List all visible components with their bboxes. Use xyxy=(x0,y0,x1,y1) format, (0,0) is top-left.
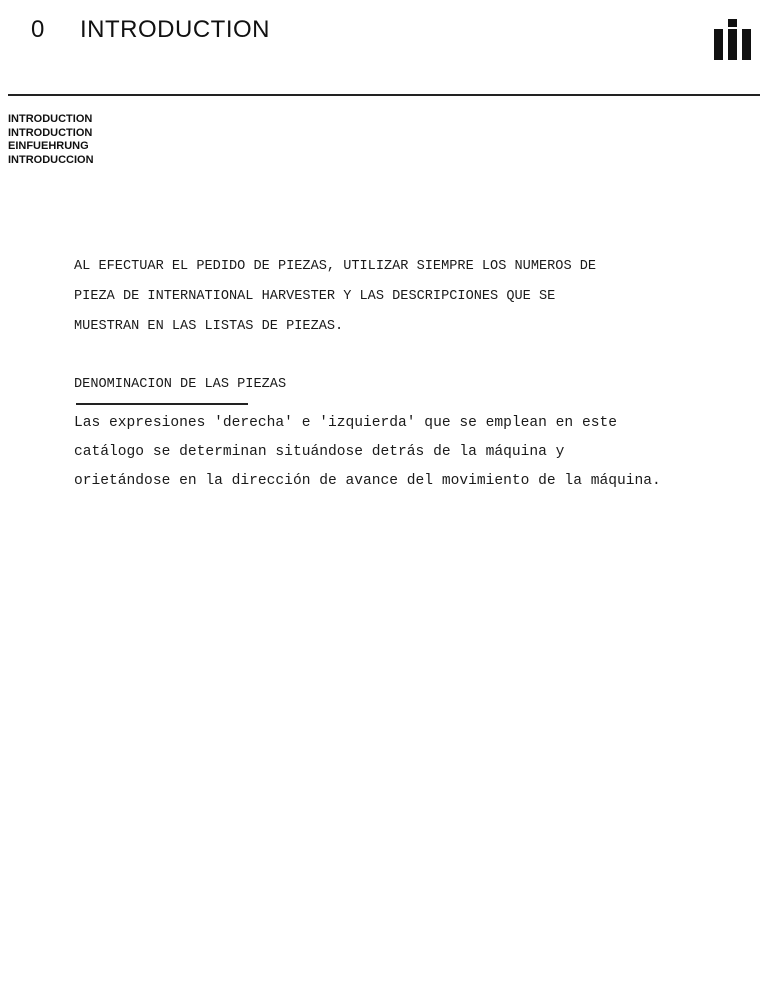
language-title-english: INTRODUCTION xyxy=(8,113,93,125)
page-header xyxy=(0,0,772,96)
language-title-french: INTRODUCTION xyxy=(8,126,93,139)
parts-naming-heading: DENOMINACION DE LAS PIEZAS xyxy=(74,377,287,392)
language-title-german: EINFUEHRUNG xyxy=(8,140,89,152)
section-title: INTRODUCTION xyxy=(80,16,270,43)
header-divider xyxy=(8,94,760,96)
paragraph-line: catálogo se determinan situándose detrás de la máquina y xyxy=(74,444,565,460)
paragraph-line: orietándose en la dirección de avance del movimiento de la máquina. xyxy=(74,473,661,489)
heading-underline xyxy=(76,403,248,405)
notice-line: PIEZA DE INTERNATIONAL HARVESTER Y LAS DESCRIPCIONES QUE SE xyxy=(74,289,556,304)
ih-logo-icon xyxy=(711,19,753,61)
notice-line: AL EFECTUAR EL PEDIDO DE PIEZAS, UTILIZAR SIEMPRE LOS NUMEROS DE xyxy=(74,259,597,274)
ordering-notice xyxy=(74,252,714,342)
paragraph-line: Las expresiones 'derecha' e 'izquierda' que se emplean en este xyxy=(74,415,617,431)
parts-naming-paragraph xyxy=(74,409,734,496)
notice-line: MUESTRAN EN LAS LISTAS DE PIEZAS. xyxy=(74,319,344,334)
language-title-spanish: INTRODUCCION xyxy=(8,153,94,166)
language-title-list xyxy=(8,113,94,167)
section-number: 0 xyxy=(31,16,45,43)
